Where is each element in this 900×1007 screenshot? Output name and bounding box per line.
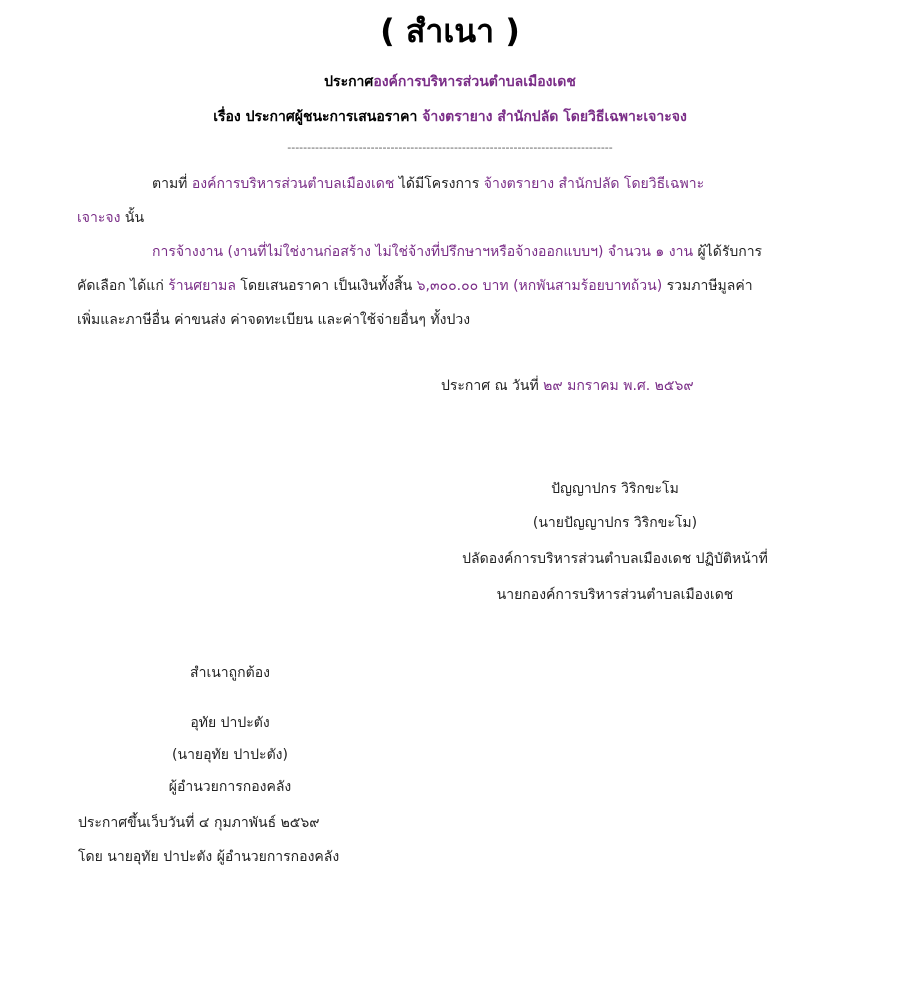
p2-text-b: ผู้ได้รับการ	[693, 244, 763, 260]
signer-position-1: ปลัดองค์การบริหารส่วนตำบลเมืองเดช ปฏิบัติหน้าที่	[462, 551, 768, 567]
document-title: ( สำเนา )	[380, 12, 520, 50]
heading-announcement	[0, 71, 900, 93]
certify-label: สำเนาถูกต้อง	[190, 665, 270, 681]
signer-name: ปัญญาปกร วิริกขะโม	[551, 481, 679, 497]
divider-line: ----------------------------------------------------------------------------------	[287, 141, 613, 154]
certify-full-name: (นายอุทัย ปาปะตัง)	[172, 747, 288, 763]
p2-text-c: รวมภาษีมูลค่า	[662, 278, 753, 294]
posted-date: ประกาศขึ้นเว็บวันที่ ๔ กุมภาพันธ์ ๒๕๖๙	[78, 815, 320, 831]
posted-by: โดย นายอุทัย ปาปะตัง ผู้อำนวยการกองคลัง	[78, 849, 340, 865]
p1-text-a: ตามที่	[152, 176, 192, 192]
paragraph-1-line-1	[152, 173, 704, 195]
paragraph-2-line-1	[152, 241, 762, 263]
heading-subject-title: จ้างตรายาง สำนักปลัด โดยวิธีเฉพาะเจาะจง	[422, 109, 687, 125]
signer-full-name: (นายปัญญาปกร วิริกขะโม)	[532, 515, 698, 531]
announce-date-line	[441, 375, 694, 397]
announce-date: ๒๙ มกราคม พ.ศ. ๒๕๖๙	[543, 378, 694, 394]
p1-text-end: นั้น	[120, 210, 145, 226]
p1-organization: องค์การบริหารส่วนตำบลเมืองเดช	[191, 176, 395, 192]
paragraph-2-line-2	[77, 275, 753, 297]
p1-text-b: ได้มีโครงการ	[394, 176, 484, 192]
paragraph-1-line-2	[77, 207, 144, 229]
p2-job-type: การจ้างงาน (งานที่ไม่ใช่งานก่อสร้าง ไม่ใช่จ้างที่ปรึกษาฯหรือจ้างออกแบบฯ) จำนวน ๑ งาน	[152, 244, 694, 260]
heading-subject-prefix: เรื่อง ประกาศผู้ชนะการเสนอราคา	[213, 109, 423, 125]
heading-subject	[0, 106, 900, 128]
heading-prefix: ประกาศ	[324, 74, 374, 90]
certify-name: อุทัย ปาปะตัง	[190, 715, 270, 731]
p2-vendor: ร้านศยามล	[168, 278, 236, 294]
p1-project: จ้างตรายาง สำนักปลัด โดยวิธีเฉพาะ	[483, 176, 705, 192]
p2-text-price: โดยเสนอราคา เป็นเงินทั้งสิ้น	[235, 278, 417, 294]
paragraph-2-line-3: เพิ่มและภาษีอื่น ค่าขนส่ง ค่าจดทะเบียน และค่าใช้จ่ายอื่นๆ ทั้งปวง	[77, 312, 471, 328]
announce-label: ประกาศ ณ วันที่	[441, 378, 544, 394]
heading-organization: องค์การบริหารส่วนตำบลเมืองเดช	[373, 74, 576, 90]
p2-text-a: คัดเลือก ได้แก่	[77, 278, 169, 294]
p2-amount: ๖,๓๐๐.๐๐ บาท (หกพันสามร้อยบาทถ้วน)	[416, 278, 663, 294]
certify-position: ผู้อำนวยการกองคลัง	[168, 779, 292, 795]
p1-project-cont: เจาะจง	[77, 210, 121, 226]
signer-position-2: นายกองค์การบริหารส่วนตำบลเมืองเดช	[496, 587, 734, 603]
